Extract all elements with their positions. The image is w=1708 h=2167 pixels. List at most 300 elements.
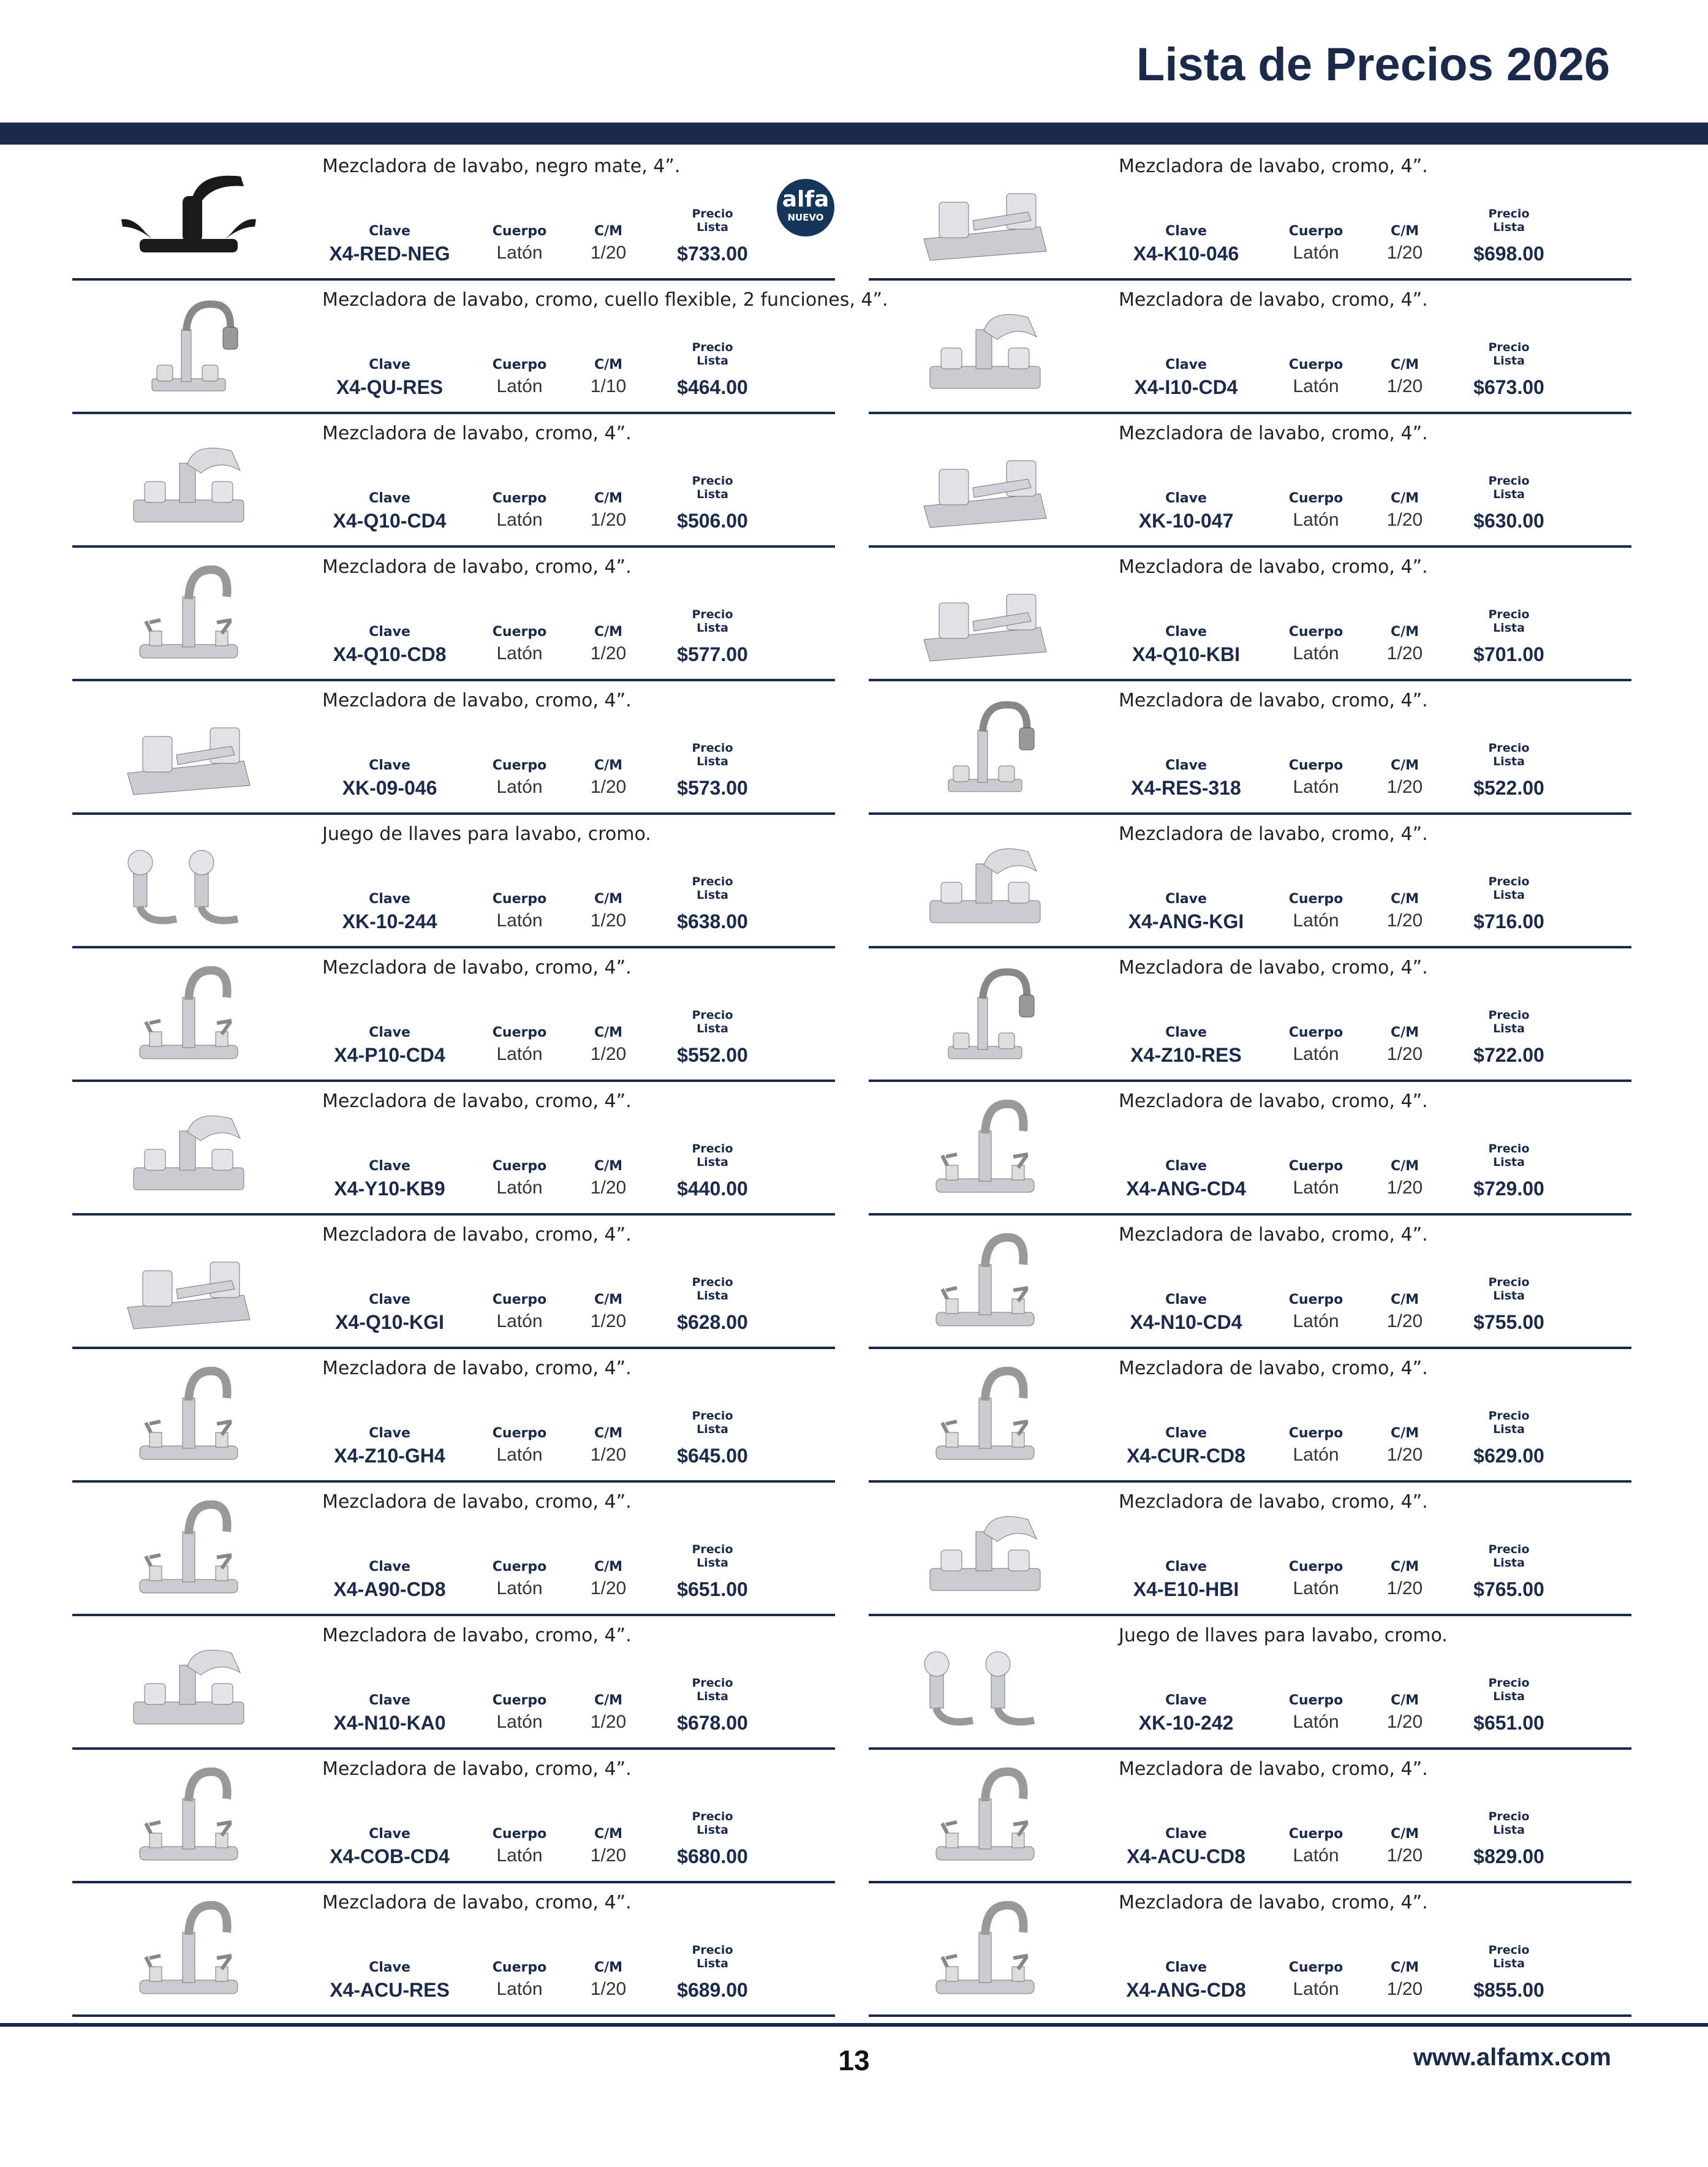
product-code: X4-Q10-CD4: [333, 510, 447, 532]
precio-header-line2: Lista: [1493, 888, 1525, 902]
precio-header-line2: Lista: [697, 354, 728, 368]
precio-header-line2: Lista: [697, 621, 728, 635]
cm-header: C/M: [594, 1559, 623, 1575]
product-price: $577.00: [677, 643, 748, 665]
product-body-material: Latón: [1293, 777, 1339, 797]
cm-header: C/M: [594, 491, 623, 506]
product-pack-qty: 1/20: [1386, 243, 1423, 263]
precio-header-line2: Lista: [697, 1690, 728, 1703]
product-illustration: [109, 1495, 268, 1605]
product-pack-qty: 1/20: [590, 643, 627, 664]
product-body-material: Latón: [496, 777, 543, 797]
product-description: Mezcladora de lavabo, cromo, 4”.: [1119, 1091, 1428, 1112]
product-price: $638.00: [677, 910, 748, 932]
product-row: [869, 948, 1631, 1082]
product-illustration: [109, 961, 268, 1071]
product-body-material: Latón: [1293, 1712, 1339, 1732]
cm-header: C/M: [594, 1826, 623, 1842]
product-code: X4-Y10-KB9: [334, 1178, 445, 1200]
precio-header: [660, 741, 765, 768]
high-arc-faucet-icon: [905, 1896, 1065, 2006]
precio-header-line1: Precio: [692, 1543, 733, 1556]
black-faucet-icon: [109, 159, 268, 270]
precio-header-line1: Precio: [1488, 1008, 1530, 1022]
clave-header: Clave: [1165, 1960, 1207, 1975]
product-pack-qty: 1/20: [1386, 1712, 1423, 1732]
product-illustration: [905, 159, 1065, 270]
cuerpo-header: Cuerpo: [1288, 624, 1343, 640]
precio-header: [660, 474, 765, 501]
precio-header: [1457, 1543, 1561, 1570]
precio-header: [1457, 341, 1561, 368]
cuerpo-header: Cuerpo: [492, 1693, 547, 1708]
product-description: Mezcladora de lavabo, negro mate, 4”.: [322, 156, 681, 177]
precio-header-line2: Lista: [1493, 1957, 1525, 1970]
precio-header-line1: Precio: [692, 207, 733, 221]
product-illustration: [905, 560, 1065, 670]
clave-header: Clave: [1165, 491, 1207, 506]
footer-rule: [0, 2023, 1708, 2027]
precio-header: [660, 875, 765, 902]
product-code: X4-Q10-KBI: [1132, 643, 1241, 665]
product-price: $552.00: [677, 1044, 748, 1066]
product-illustration: [109, 1228, 268, 1338]
precio-header-line1: Precio: [1488, 741, 1530, 755]
product-description: Mezcladora de lavabo, cromo, cuello flexible, 2 funciones, 4”.: [322, 289, 888, 311]
precio-header-line1: Precio: [1488, 207, 1530, 221]
product-code: X4-ACU-CD8: [1127, 1845, 1245, 1867]
product-pack-qty: 1/20: [1386, 910, 1423, 931]
product-body-material: Latón: [1293, 510, 1339, 530]
clave-header: Clave: [1165, 1159, 1207, 1174]
product-price: $522.00: [1473, 777, 1544, 799]
precio-header-line1: Precio: [692, 741, 733, 755]
cm-header: C/M: [594, 624, 623, 640]
product-body-material: Latón: [496, 1578, 543, 1598]
product-row: [72, 147, 835, 281]
product-description: Mezcladora de lavabo, cromo, 4”.: [1119, 690, 1428, 711]
cuerpo-header: Cuerpo: [492, 1826, 547, 1842]
precio-header-line1: Precio: [692, 875, 733, 888]
cm-header: C/M: [1390, 1426, 1419, 1441]
product-illustration: [109, 1896, 268, 2006]
clave-header: Clave: [369, 224, 410, 239]
product-illustration: [109, 1094, 268, 1205]
tap-set-icon: [905, 1628, 1065, 1739]
clave-header: Clave: [369, 1292, 410, 1307]
cuerpo-header: Cuerpo: [492, 1292, 547, 1307]
badge-tag: NUEVO: [787, 212, 824, 223]
product-description: Mezcladora de lavabo, cromo, 4”.: [1119, 1892, 1428, 1913]
product-code: X4-ANG-KGI: [1128, 910, 1244, 932]
product-code: X4-K10-046: [1133, 243, 1239, 265]
cm-header: C/M: [1390, 624, 1419, 640]
product-pack-qty: 1/20: [590, 1044, 627, 1064]
cuerpo-header: Cuerpo: [492, 491, 547, 506]
product-pack-qty: 1/20: [590, 1578, 627, 1598]
clave-header: Clave: [369, 758, 410, 773]
product-illustration: [905, 1628, 1065, 1739]
product-price: $680.00: [677, 1845, 748, 1867]
flex-faucet-icon: [109, 293, 268, 403]
product-body-material: Latón: [1293, 643, 1339, 664]
header-bar: [0, 123, 1708, 145]
cuerpo-header: Cuerpo: [492, 224, 547, 239]
cuerpo-header: Cuerpo: [1288, 491, 1343, 506]
precio-header-line1: Precio: [1488, 608, 1530, 621]
product-pack-qty: 1/20: [1386, 1311, 1423, 1331]
clave-header: Clave: [369, 1826, 410, 1842]
product-illustration: [905, 694, 1065, 804]
product-price: $755.00: [1473, 1311, 1544, 1333]
flex-faucet-icon: [905, 961, 1065, 1071]
product-description: Mezcladora de lavabo, cromo, 4”.: [322, 1224, 632, 1246]
product-row: [72, 948, 835, 1082]
clave-header: Clave: [369, 1559, 410, 1575]
product-code: X4-Q10-KGI: [335, 1311, 444, 1333]
high-arc-faucet-icon: [109, 1495, 268, 1605]
product-price: $645.00: [677, 1445, 748, 1467]
precio-header: [1457, 1276, 1561, 1303]
product-illustration: [109, 827, 268, 937]
precio-header: [660, 207, 765, 234]
precio-header-line1: Precio: [692, 341, 733, 354]
product-pack-qty: 1/20: [1386, 376, 1423, 396]
product-price: $765.00: [1473, 1578, 1544, 1600]
block-faucet-icon: [905, 159, 1065, 270]
precio-header-line2: Lista: [1493, 1423, 1525, 1436]
product-price: $729.00: [1473, 1178, 1544, 1200]
tap-set-icon: [109, 827, 268, 937]
product-description: Mezcladora de lavabo, cromo, 4”.: [1119, 957, 1428, 978]
cm-header: C/M: [594, 1426, 623, 1441]
product-description: Mezcladora de lavabo, cromo, 4”.: [1119, 423, 1428, 444]
product-row: [869, 1216, 1631, 1349]
new-badge: [777, 179, 834, 236]
precio-header: [660, 341, 765, 368]
website-link[interactable]: www.alfamx.com: [1413, 2044, 1611, 2071]
precio-header: [660, 1676, 765, 1703]
product-price: $689.00: [677, 1979, 748, 2001]
cuerpo-header: Cuerpo: [492, 758, 547, 773]
product-pack-qty: 1/20: [1386, 1445, 1423, 1465]
product-body-material: Latón: [496, 1845, 543, 1866]
precio-header-line2: Lista: [697, 1957, 728, 1970]
product-row: [869, 815, 1631, 948]
clave-header: Clave: [369, 357, 410, 373]
page-title: Lista de Precios 2026: [1136, 39, 1610, 91]
product-description: Mezcladora de lavabo, cromo, 4”.: [322, 1091, 632, 1112]
high-arc-faucet-icon: [905, 1094, 1065, 1205]
high-arc-faucet-icon: [109, 1896, 268, 2006]
clave-header: Clave: [369, 891, 410, 907]
product-illustration: [109, 159, 268, 270]
product-illustration: [905, 1762, 1065, 1872]
product-body-material: Latón: [1293, 1311, 1339, 1331]
product-body-material: Latón: [1293, 1979, 1339, 1999]
precio-header: [660, 608, 765, 635]
product-body-material: Latón: [496, 643, 543, 664]
clave-header: Clave: [369, 491, 410, 506]
precio-header-line1: Precio: [692, 608, 733, 621]
page-number: 13: [838, 2044, 870, 2076]
cm-header: C/M: [1390, 1292, 1419, 1307]
product-price: $722.00: [1473, 1044, 1544, 1066]
cm-header: C/M: [1390, 224, 1419, 239]
precio-header: [1457, 1008, 1561, 1035]
precio-header: [1457, 474, 1561, 501]
precio-header: [1457, 1142, 1561, 1169]
faucet-icon: [905, 827, 1065, 937]
product-illustration: [109, 694, 268, 804]
cm-header: C/M: [1390, 1159, 1419, 1174]
cm-header: C/M: [1390, 357, 1419, 373]
product-body-material: Latón: [1293, 376, 1339, 396]
high-arc-faucet-icon: [109, 961, 268, 1071]
product-row: [72, 1616, 835, 1750]
clave-header: Clave: [369, 624, 410, 640]
product-code: XK-10-244: [342, 910, 437, 932]
product-price: $573.00: [677, 777, 748, 799]
clave-header: Clave: [369, 1159, 410, 1174]
product-row: [869, 1483, 1631, 1616]
product-price: $698.00: [1473, 243, 1544, 265]
block-faucet-icon: [905, 560, 1065, 670]
cuerpo-header: Cuerpo: [1288, 1292, 1343, 1307]
precio-header: [660, 1810, 765, 1837]
precio-header-line1: Precio: [692, 1409, 733, 1423]
product-body-material: Latón: [496, 1178, 543, 1198]
product-pack-qty: 1/20: [590, 1445, 627, 1465]
precio-header-line2: Lista: [697, 1423, 728, 1436]
product-description: Mezcladora de lavabo, cromo, 4”.: [322, 1625, 632, 1646]
product-row: [869, 548, 1631, 681]
cm-header: C/M: [1390, 1693, 1419, 1708]
product-code: X4-COB-CD4: [330, 1845, 450, 1867]
product-description: Mezcladora de lavabo, cromo, 4”.: [322, 556, 632, 578]
precio-header-line2: Lista: [1493, 488, 1525, 501]
precio-header: [660, 1543, 765, 1570]
product-row: [72, 548, 835, 681]
precio-header-line2: Lista: [697, 1155, 728, 1169]
precio-header-line2: Lista: [1493, 354, 1525, 368]
product-description: Mezcladora de lavabo, cromo, 4”.: [322, 1892, 632, 1913]
product-code: X4-RES-318: [1131, 777, 1241, 799]
clave-header: Clave: [1165, 758, 1207, 773]
cm-header: C/M: [594, 224, 623, 239]
cuerpo-header: Cuerpo: [1288, 1960, 1343, 1975]
precio-header-line2: Lista: [697, 1289, 728, 1303]
precio-header: [660, 1276, 765, 1303]
block-faucet-icon: [109, 694, 268, 804]
product-price: $673.00: [1473, 376, 1544, 398]
cuerpo-header: Cuerpo: [492, 624, 547, 640]
cm-header: C/M: [1390, 1826, 1419, 1842]
precio-header: [660, 1943, 765, 1970]
precio-header-line2: Lista: [697, 1556, 728, 1570]
product-code: XK-10-242: [1138, 1712, 1234, 1734]
clave-header: Clave: [369, 1025, 410, 1040]
product-illustration: [109, 1762, 268, 1872]
precio-header: [1457, 1676, 1561, 1703]
product-price: $716.00: [1473, 910, 1544, 932]
precio-header-line1: Precio: [692, 1142, 733, 1155]
product-body-material: Latón: [1293, 1044, 1339, 1064]
product-row: [72, 1883, 835, 2017]
product-illustration: [109, 560, 268, 670]
precio-header-line1: Precio: [1488, 341, 1530, 354]
precio-header-line2: Lista: [697, 1022, 728, 1035]
cm-header: C/M: [594, 1159, 623, 1174]
precio-header-line1: Precio: [692, 1276, 733, 1289]
product-body-material: Latón: [496, 510, 543, 530]
precio-header: [660, 1409, 765, 1436]
cm-header: C/M: [1390, 1025, 1419, 1040]
product-description: Juego de llaves para lavabo, cromo.: [322, 823, 651, 845]
precio-header: [1457, 875, 1561, 902]
cm-header: C/M: [1390, 1960, 1419, 1975]
clave-header: Clave: [1165, 1025, 1207, 1040]
precio-header-line1: Precio: [692, 1810, 733, 1823]
product-illustration: [905, 1495, 1065, 1605]
product-description: Mezcladora de lavabo, cromo, 4”.: [322, 1491, 632, 1513]
cuerpo-header: Cuerpo: [1288, 1426, 1343, 1441]
clave-header: Clave: [1165, 1426, 1207, 1441]
product-body-material: Latón: [496, 1979, 543, 1999]
cuerpo-header: Cuerpo: [1288, 224, 1343, 239]
product-row: [72, 681, 835, 815]
faucet-icon: [109, 1628, 268, 1739]
product-illustration: [905, 961, 1065, 1071]
right-product-column: [869, 147, 1631, 2017]
clave-header: Clave: [1165, 624, 1207, 640]
product-row: [869, 1082, 1631, 1216]
product-row: [72, 1082, 835, 1216]
cm-header: C/M: [594, 1292, 623, 1307]
product-row: [869, 414, 1631, 548]
cm-header: C/M: [594, 758, 623, 773]
product-illustration: [905, 1361, 1065, 1472]
precio-header-line1: Precio: [692, 1676, 733, 1690]
product-description: Mezcladora de lavabo, cromo, 4”.: [322, 690, 632, 711]
product-illustration: [905, 1896, 1065, 2006]
product-price: $855.00: [1473, 1979, 1544, 2001]
clave-header: Clave: [369, 1426, 410, 1441]
product-description: Mezcladora de lavabo, cromo, 4”.: [1119, 1358, 1428, 1379]
cuerpo-header: Cuerpo: [492, 1960, 547, 1975]
product-code: X4-A90-CD8: [333, 1578, 446, 1600]
product-body-material: Latón: [1293, 1445, 1339, 1465]
badge-brand: alfa: [782, 187, 829, 212]
precio-header-line2: Lista: [1493, 1289, 1525, 1303]
faucet-icon: [905, 1495, 1065, 1605]
product-pack-qty: 1/20: [1386, 1845, 1423, 1866]
precio-header-line1: Precio: [1488, 1943, 1530, 1957]
precio-header-line1: Precio: [692, 474, 733, 488]
product-code: X4-RED-NEG: [329, 243, 450, 265]
precio-header-line1: Precio: [1488, 1409, 1530, 1423]
cm-header: C/M: [594, 1693, 623, 1708]
high-arc-faucet-icon: [109, 1361, 268, 1472]
product-body-material: Latón: [1293, 1178, 1339, 1198]
product-pack-qty: 1/20: [1386, 510, 1423, 530]
precio-header-line2: Lista: [1493, 221, 1525, 234]
block-faucet-icon: [109, 1228, 268, 1338]
product-pack-qty: 1/20: [590, 1311, 627, 1331]
clave-header: Clave: [1165, 1693, 1207, 1708]
precio-header-line2: Lista: [1493, 1690, 1525, 1703]
precio-header: [1457, 1810, 1561, 1837]
product-price: $629.00: [1473, 1445, 1544, 1467]
product-pack-qty: 1/20: [590, 1979, 627, 1999]
product-code: X4-Q10-CD8: [333, 643, 447, 665]
product-code: X4-QU-RES: [336, 376, 444, 398]
high-arc-faucet-icon: [905, 1361, 1065, 1472]
product-code: X4-Z10-GH4: [334, 1445, 445, 1467]
product-pack-qty: 1/20: [590, 1845, 627, 1866]
product-body-material: Latón: [496, 1445, 543, 1465]
product-illustration: [905, 1094, 1065, 1205]
product-code: X4-N10-KA0: [333, 1712, 446, 1734]
product-pack-qty: 1/20: [590, 243, 627, 263]
product-row: [72, 1483, 835, 1616]
precio-header-line1: Precio: [692, 1008, 733, 1022]
block-faucet-icon: [905, 426, 1065, 537]
product-pack-qty: 1/20: [1386, 643, 1423, 664]
product-code: X4-N10-CD4: [1130, 1311, 1242, 1333]
clave-header: Clave: [1165, 1826, 1207, 1842]
left-product-column: [72, 147, 888, 2017]
product-price: $701.00: [1473, 643, 1544, 665]
cuerpo-header: Cuerpo: [492, 1159, 547, 1174]
product-price: $506.00: [677, 510, 748, 532]
cm-header: C/M: [1390, 758, 1419, 773]
product-body-material: Latón: [1293, 910, 1339, 931]
product-code: X4-CUR-CD8: [1127, 1445, 1245, 1467]
cm-header: C/M: [1390, 491, 1419, 506]
precio-header: [1457, 608, 1561, 635]
product-code: XK-10-047: [1138, 510, 1234, 532]
product-price: $440.00: [677, 1178, 748, 1200]
precio-header: [660, 1008, 765, 1035]
precio-header-line1: Precio: [1488, 1142, 1530, 1155]
product-price: $651.00: [677, 1578, 748, 1600]
product-pack-qty: 1/20: [1386, 777, 1423, 797]
product-row: [869, 1750, 1631, 1883]
cuerpo-header: Cuerpo: [1288, 1159, 1343, 1174]
flex-faucet-icon: [905, 694, 1065, 804]
clave-header: Clave: [1165, 1292, 1207, 1307]
product-pack-qty: 1/20: [590, 1178, 627, 1198]
product-row: [72, 1349, 835, 1483]
product-row: [72, 1216, 835, 1349]
product-pack-qty: 1/20: [590, 510, 627, 530]
cuerpo-header: Cuerpo: [1288, 891, 1343, 907]
product-code: X4-ACU-RES: [330, 1979, 450, 2001]
product-illustration: [109, 1628, 268, 1739]
precio-header-line1: Precio: [1488, 875, 1530, 888]
product-price: $678.00: [677, 1712, 748, 1734]
product-price: $630.00: [1473, 510, 1544, 532]
clave-header: Clave: [1165, 891, 1207, 907]
precio-header: [1457, 741, 1561, 768]
product-row: [72, 815, 835, 948]
product-body-material: Latón: [496, 910, 543, 931]
product-code: X4-ANG-CD4: [1126, 1178, 1246, 1200]
faucet-icon: [905, 293, 1065, 403]
precio-header-line2: Lista: [1493, 1155, 1525, 1169]
cuerpo-header: Cuerpo: [492, 891, 547, 907]
